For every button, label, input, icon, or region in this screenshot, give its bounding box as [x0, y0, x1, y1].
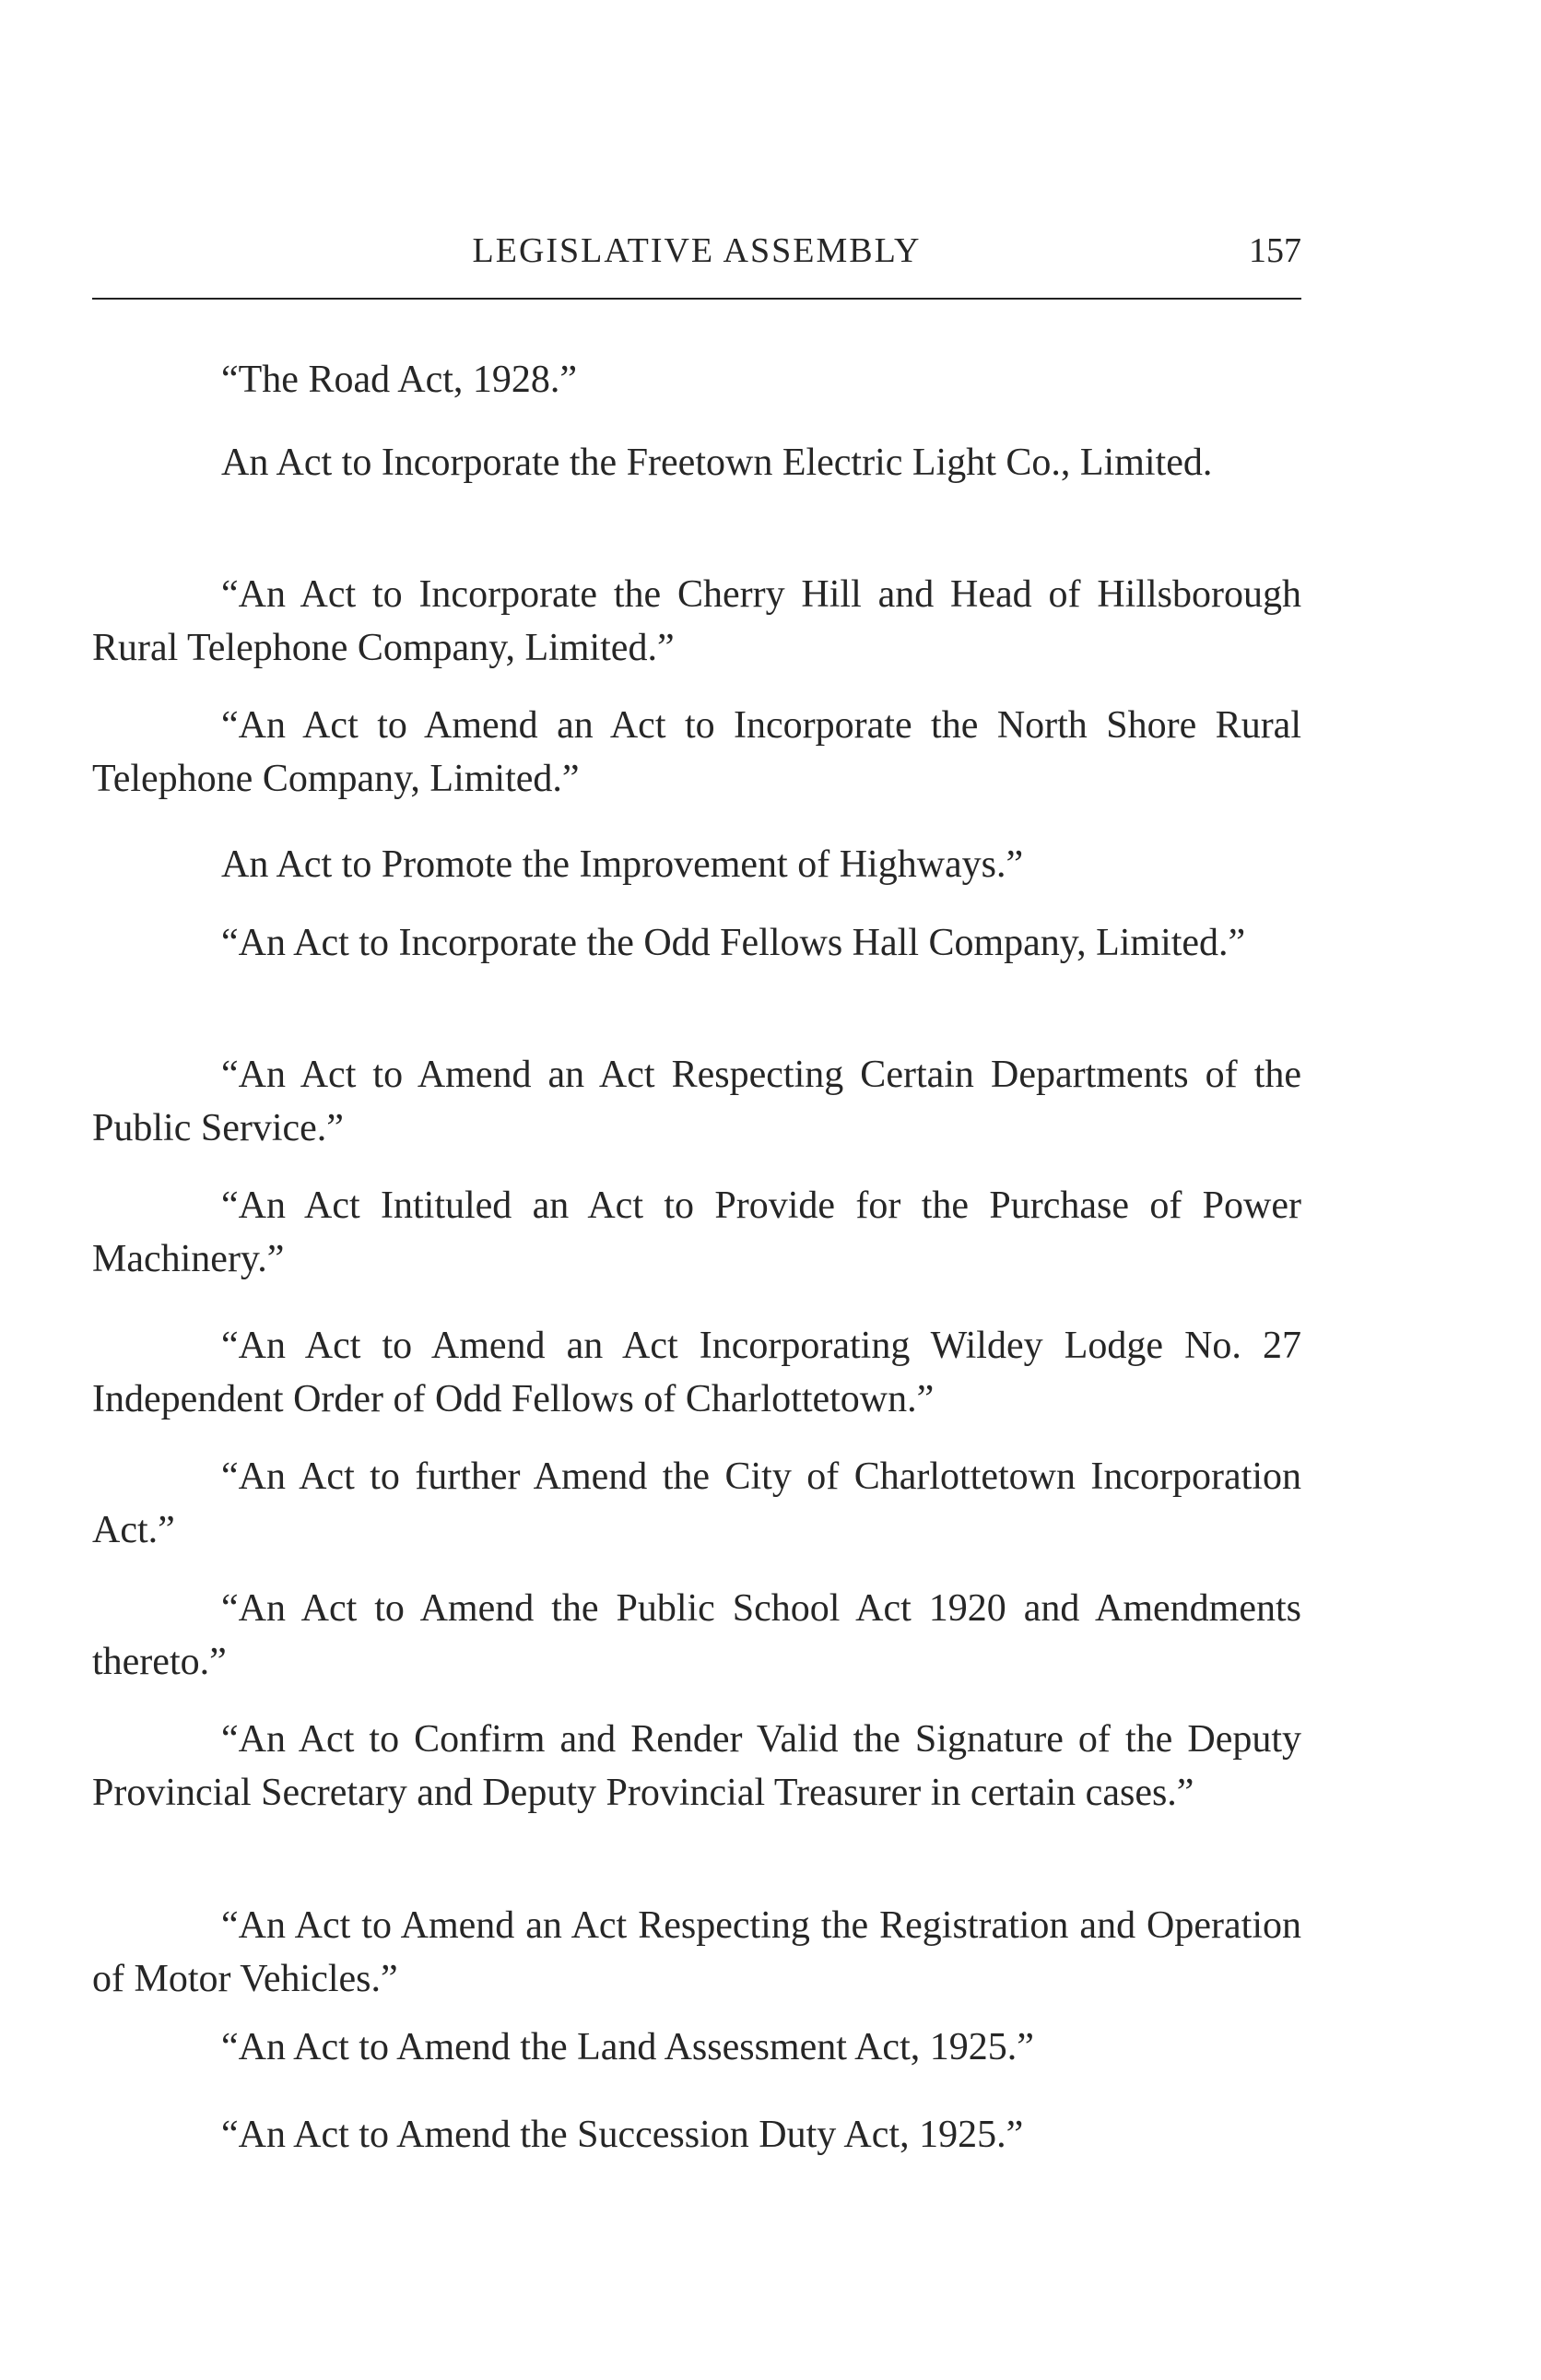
act-entry: “An Act to Incorporate the Odd Fellows Hall Company, Limited.” [221, 922, 1246, 964]
act-entry: “An Act to Amend an Act Respecting the Registration and Operation of Motor Vehicles.” [92, 1904, 1301, 2000]
act-entry: “An Act to further Amend the City of Charlottetown Incorporation Act.” [92, 1455, 1301, 1551]
page-title: LEGISLATIVE ASSEMBLY [472, 231, 922, 270]
act-entry: “An Act to Amend the Public School Act 1920 and Amendments thereto.” [92, 1587, 1301, 1683]
act-entry: An Act to Promote the Improvement of Highways.” [221, 843, 1024, 886]
act-entry: An Act to Incorporate the Freetown Electric Light Co., Limited. [221, 442, 1213, 484]
act-entry: “An Act to Amend an Act Incorporating Wildey Lodge No. 27 Independent Order of Odd Fellows of Charlottetown.” [92, 1325, 1301, 1420]
header-rule [92, 298, 1301, 300]
act-entry: “An Act to Incorporate the Cherry Hill and Head of Hillsborough Rural Telephone Company, Limited.” [92, 573, 1301, 669]
running-head [92, 230, 1301, 286]
act-entry: “An Act to Amend the Land Assessment Act, 1925.” [221, 2026, 1034, 2068]
act-entry: “An Act Intituled an Act to Provide for the Purchase of Power Machinery.” [92, 1184, 1301, 1280]
page-number: 157 [1249, 231, 1301, 270]
act-entry: “An Act to Amend the Succession Duty Act, 1925.” [221, 2114, 1024, 2156]
act-entry: “An Act to Amend an Act to Incorporate the North Shore Rural Telephone Company, Limited.” [92, 704, 1301, 800]
act-entry: “An Act to Amend an Act Respecting Certain Departments of the Public Service.” [92, 1054, 1301, 1149]
act-entry: “The Road Act, 1928.” [221, 359, 578, 401]
act-entry: “An Act to Confirm and Render Valid the Signature of the Deputy Provincial Secretary and Deputy Provincial Treasurer in certain cases.” [92, 1718, 1301, 1814]
